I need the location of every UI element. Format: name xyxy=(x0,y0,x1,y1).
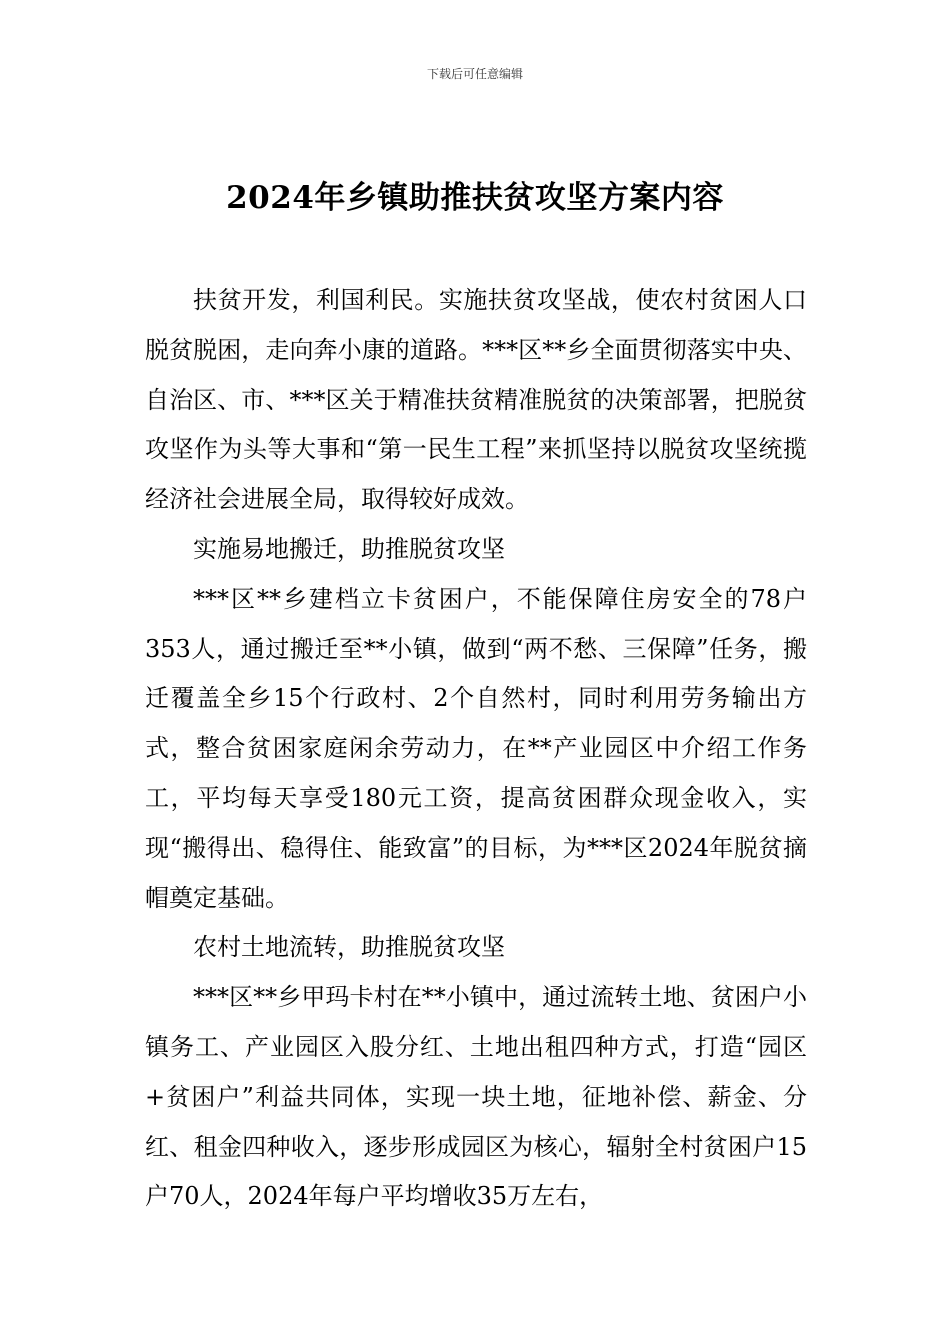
paragraph-relocation: ***区**乡建档立卡贫困户，不能保障住房安全的78户353人，通过搬迁至**小镇，做到“两不愁、三保障”任务，搬迁覆盖全乡15个行政村、2个自然村，同时利用劳务输出方式，整合贫困家庭闲余劳动力，在**产业园区中介绍工作务工，平均每天享受180元工资，提高贫困群众现金收入，实现“搬得出、稳得住、能致富”的目标，为***区2024年脱贫摘帽奠定基础。 xyxy=(145,584,807,912)
paragraph-intro: 扶贫开发，利国利民。实施扶贫攻坚战，使农村贫困人口脱贫脱困，走向奔小康的道路。***区**乡全面贯彻落实中央、自治区、市、***区关于精准扶贫精准脱贫的决策部署，把脱贫攻坚作为头等大事和“第一民生工程”来抓坚持以脱贫攻坚统揽经济社会进展全局，取得较好成效。 xyxy=(145,286,807,514)
paragraph-land-transfer: ***区**乡甲玛卡村在**小镇中，通过流转土地、贫困户小镇务工、产业园区入股分红、土地出租四种方式，打造“园区+贫困户”利益共同体，实现一块土地，征地补偿、薪金、分红、租金四种收入，逐步形成园区为核心，辐射全村贫困户15户70人，2024年每户平均增收35万左右， xyxy=(145,983,807,1211)
section-heading-land-transfer: 农村土地流转，助推脱贫攻坚 xyxy=(193,933,505,962)
section-heading-relocation: 实施易地搬迁，助推脱贫攻坚 xyxy=(193,534,505,563)
header-note: 下载后可任意编辑 xyxy=(426,67,523,81)
document-title: 2024年乡镇助推扶贫攻坚方案内容 xyxy=(226,180,724,216)
document-body xyxy=(145,276,807,1222)
